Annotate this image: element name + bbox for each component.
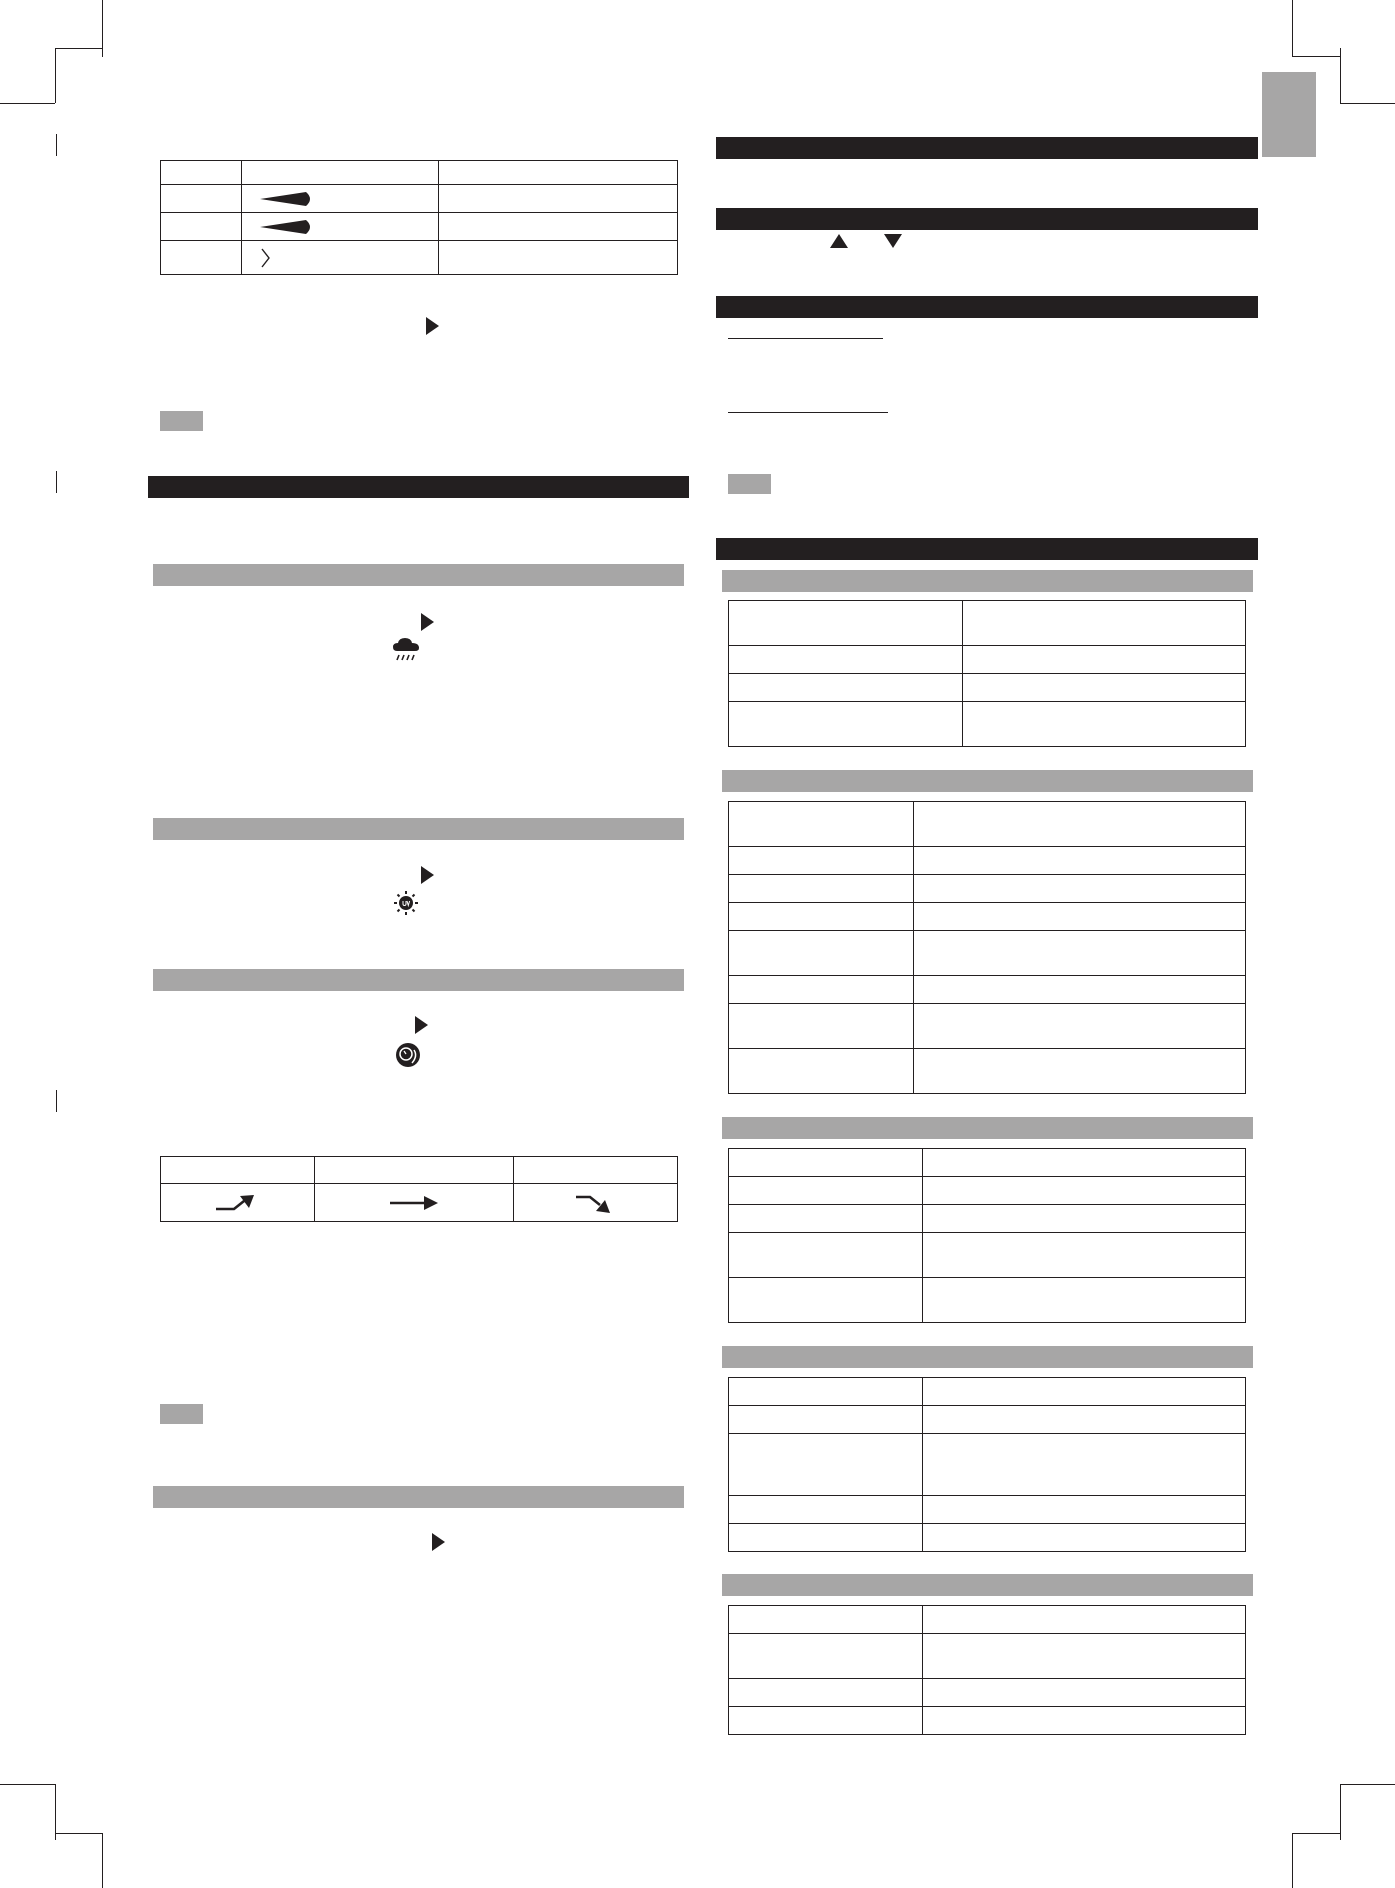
table-cell [729, 1406, 923, 1434]
table-row [729, 903, 1246, 931]
table-row [161, 161, 678, 185]
section-header-bar [716, 208, 1258, 230]
table-cell [242, 213, 439, 241]
table-cell [315, 1184, 514, 1222]
wind-speed-table [160, 160, 678, 275]
note-tag [728, 474, 771, 494]
table-cell [923, 1707, 1246, 1735]
pressure-trend-table [160, 1156, 678, 1222]
table-row [729, 674, 1246, 702]
trend-falling-icon [574, 1192, 618, 1214]
table-row [729, 802, 1246, 847]
margin-tick [56, 134, 57, 156]
spec-table [728, 801, 1246, 1094]
table-cell [161, 213, 242, 241]
margin-tick [56, 471, 57, 493]
subsection-header-bar [722, 570, 1253, 592]
table-cell [439, 213, 678, 241]
table-cell [923, 1233, 1246, 1278]
table-cell [729, 702, 963, 747]
table-cell [161, 1157, 315, 1184]
table-row [729, 1233, 1246, 1278]
table-row [729, 601, 1246, 646]
play-triangle-icon [432, 1533, 446, 1551]
subsection-header-bar [722, 770, 1253, 792]
table-row [729, 1496, 1246, 1524]
table-cell [315, 1157, 514, 1184]
table-row [729, 1205, 1246, 1233]
table-row [729, 1406, 1246, 1434]
table-cell [514, 1157, 678, 1184]
play-triangle-icon [426, 317, 440, 335]
spec-table [728, 600, 1246, 747]
table-row [729, 702, 1246, 747]
rain-cloud-icon [392, 636, 420, 662]
crop-mark [1292, 56, 1340, 57]
table-cell [923, 1524, 1246, 1552]
table-row [161, 185, 678, 213]
table-row [729, 1278, 1246, 1323]
crop-mark [102, 1833, 103, 1888]
table-row [729, 976, 1246, 1004]
table-cell [729, 1707, 923, 1735]
table-cell [242, 241, 439, 275]
crop-mark [55, 1833, 103, 1834]
table-cell [729, 847, 914, 875]
table-row [729, 1679, 1246, 1707]
table-cell [242, 161, 439, 185]
table-row [729, 1707, 1246, 1735]
table-cell [923, 1406, 1246, 1434]
table-cell [923, 1634, 1246, 1679]
wind-cone-icon [258, 189, 318, 209]
table-cell [729, 1205, 923, 1233]
table-cell [729, 802, 914, 847]
table-cell [914, 1049, 1246, 1094]
table-row [729, 1149, 1246, 1177]
table-cell [914, 903, 1246, 931]
crop-mark [55, 48, 56, 103]
table-cell [242, 185, 439, 213]
table-cell [439, 161, 678, 185]
crop-mark [0, 1784, 55, 1785]
spec-table [728, 1148, 1246, 1323]
table-cell [963, 674, 1246, 702]
subheading-underline [728, 338, 883, 339]
subsection-header-bar [153, 818, 684, 840]
section-header-bar [716, 538, 1258, 560]
table-cell [923, 1278, 1246, 1323]
table-row [729, 931, 1246, 976]
crop-mark [1340, 1784, 1341, 1840]
barometer-icon [395, 1042, 421, 1068]
table-cell [963, 601, 1246, 646]
table-cell [161, 1184, 315, 1222]
spec-table [728, 1605, 1246, 1735]
table-row [729, 1634, 1246, 1679]
subsection-header-bar [722, 1574, 1253, 1596]
subsection-header-bar [153, 1486, 684, 1508]
table-cell [439, 241, 678, 275]
trend-rising-icon [214, 1192, 262, 1214]
table-cell [914, 976, 1246, 1004]
crop-mark [1292, 1833, 1293, 1888]
wind-chevron-icon [258, 247, 278, 269]
subsection-header-bar [722, 1117, 1253, 1139]
table-cell [923, 1205, 1246, 1233]
table-cell [729, 931, 914, 976]
crop-mark [1340, 1784, 1395, 1785]
table-row [729, 1177, 1246, 1205]
table-cell [729, 646, 963, 674]
down-triangle-icon [884, 234, 902, 248]
note-tag [160, 1404, 203, 1424]
section-header-bar [716, 296, 1258, 318]
table-row [729, 847, 1246, 875]
table-cell [729, 1524, 923, 1552]
table-cell [729, 1378, 923, 1406]
note-tag [160, 411, 203, 431]
table-cell [914, 1004, 1246, 1049]
language-tab [1262, 72, 1316, 157]
crop-mark [55, 1784, 56, 1840]
table-row [729, 1434, 1246, 1496]
table-cell [729, 1496, 923, 1524]
table-row [729, 1606, 1246, 1634]
table-cell [439, 185, 678, 213]
crop-mark [1340, 48, 1341, 103]
crop-mark [102, 0, 103, 57]
table-cell [514, 1184, 678, 1222]
table-row [729, 1049, 1246, 1094]
crop-mark [55, 48, 103, 49]
table-cell [729, 1634, 923, 1679]
crop-mark [0, 103, 55, 104]
subsection-header-bar [153, 564, 684, 586]
table-cell [729, 875, 914, 903]
table-cell [923, 1378, 1246, 1406]
table-cell [729, 601, 963, 646]
table-cell [729, 976, 914, 1004]
subsection-header-bar [153, 969, 684, 991]
table-cell [729, 1177, 923, 1205]
table-cell [729, 674, 963, 702]
table-row [729, 875, 1246, 903]
table-cell [729, 1679, 923, 1707]
crop-mark [1292, 1833, 1340, 1834]
table-cell [923, 1149, 1246, 1177]
table-row [161, 241, 678, 275]
table-cell [729, 1606, 923, 1634]
table-cell [729, 1004, 914, 1049]
table-row [161, 1157, 678, 1184]
crop-mark [1292, 0, 1293, 57]
margin-tick [56, 1090, 57, 1112]
table-cell [923, 1496, 1246, 1524]
table-cell [161, 185, 242, 213]
table-cell [729, 1434, 923, 1496]
table-cell [914, 931, 1246, 976]
table-cell [923, 1434, 1246, 1496]
table-row [729, 1004, 1246, 1049]
table-cell [729, 1149, 923, 1177]
table-row [729, 1524, 1246, 1552]
play-triangle-icon [415, 1016, 429, 1034]
crop-mark [1340, 103, 1395, 104]
subheading-underline [728, 412, 888, 413]
play-triangle-icon [421, 866, 435, 884]
table-cell [729, 903, 914, 931]
table-cell [729, 1049, 914, 1094]
section-header-bar [148, 476, 689, 498]
table-row [729, 646, 1246, 674]
table-cell [729, 1233, 923, 1278]
subsection-header-bar [722, 1346, 1253, 1368]
table-row [729, 1378, 1246, 1406]
section-header-bar [716, 137, 1258, 159]
play-triangle-icon [421, 613, 435, 631]
spec-table [728, 1377, 1246, 1552]
uv-sun-icon [393, 890, 419, 916]
table-cell [914, 802, 1246, 847]
table-cell [729, 1278, 923, 1323]
table-row [161, 1184, 678, 1222]
table-cell [923, 1606, 1246, 1634]
table-cell [923, 1679, 1246, 1707]
table-cell [963, 702, 1246, 747]
up-triangle-icon [830, 234, 848, 248]
trend-steady-icon [388, 1192, 440, 1214]
table-cell [923, 1177, 1246, 1205]
wind-cone-icon [258, 217, 318, 237]
table-row [161, 213, 678, 241]
table-cell [161, 241, 242, 275]
table-cell [963, 646, 1246, 674]
table-cell [914, 847, 1246, 875]
table-cell [161, 161, 242, 185]
table-cell [914, 875, 1246, 903]
